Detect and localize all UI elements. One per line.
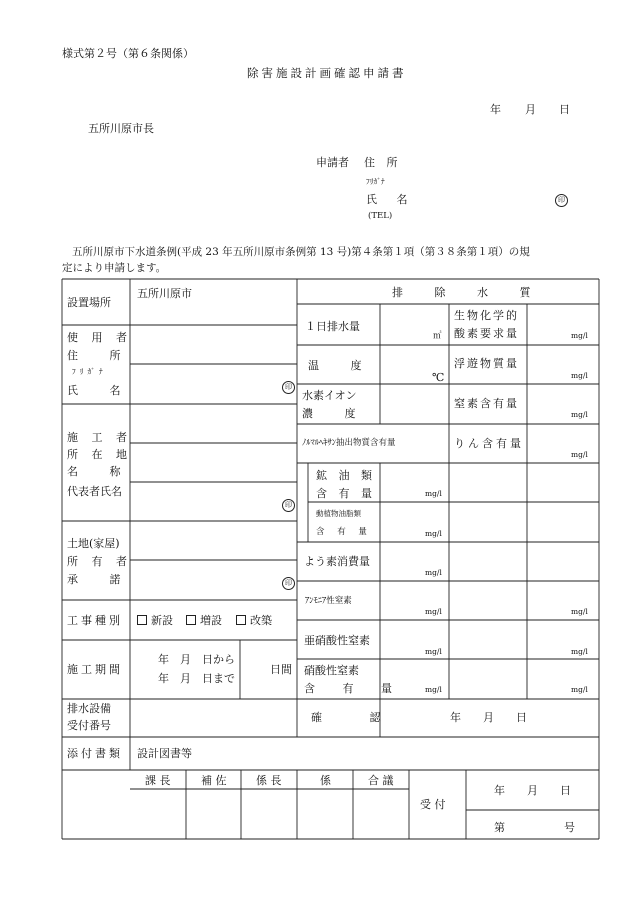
- bod-label-2: 酸素要求量: [454, 327, 519, 340]
- date-month-label: 月: [525, 103, 536, 116]
- animal-oil-label-2: 含 有 量: [316, 527, 372, 537]
- phosphorus-label: りん含有量: [454, 437, 524, 450]
- animal-oil-label-1: 動植物油脂類: [316, 509, 361, 518]
- date-day-label: 日: [559, 103, 570, 116]
- bod-label-1: 生物化学的: [454, 309, 519, 322]
- footer-col-chief: 係 長: [256, 774, 282, 787]
- confirm-date: 年 月 日: [450, 711, 527, 724]
- work-type-label: 工事種別: [67, 614, 123, 627]
- confirm-label: 確 認: [311, 711, 403, 724]
- footer-col-staff: 係: [320, 774, 331, 787]
- contractor-address-field[interactable]: [131, 405, 296, 442]
- work-modify-label: 改築: [250, 614, 272, 627]
- site-value[interactable]: 五所川原市: [137, 287, 192, 300]
- preamble-line-2: 定により申請します。: [62, 262, 167, 274]
- nitrogen-label: 窒素含有量: [454, 397, 519, 410]
- date-year-label: 年: [490, 103, 501, 116]
- owner-seal-icon: 印: [282, 576, 295, 590]
- work-type-add[interactable]: [186, 615, 222, 626]
- applicant-name-label: 氏 名: [366, 193, 416, 206]
- applicant-address-label: 住 所: [364, 156, 402, 169]
- applicant-tel-label: (TEL): [368, 211, 393, 221]
- phosphorus-unit: mg/l: [571, 450, 588, 459]
- contractor-rep-field[interactable]: [131, 483, 296, 520]
- temperature-label: 温 度: [308, 359, 376, 372]
- period-from[interactable]: 年 月 日から: [158, 653, 235, 666]
- work-new-label: 新設: [151, 614, 173, 627]
- addressee: 五所川原市長: [88, 122, 154, 135]
- site-label: 設置場所: [67, 296, 111, 309]
- preamble-line-1: 五所川原市下水道条例(平成 23 年五所川原市条例第 13 号)第４条第１項（第３８条第１項）の規: [72, 246, 530, 258]
- iodine-unit: mg/l: [425, 568, 442, 577]
- drain-label-1: 排水設備: [67, 702, 111, 715]
- temperature-unit: ℃: [432, 371, 445, 384]
- applicant-furigana-label: ﾌﾘｶﾞﾅ: [366, 177, 385, 186]
- user-address-field[interactable]: [131, 326, 296, 363]
- nitrogen-unit: mg/l: [571, 410, 588, 419]
- nitrate-label-1: 硝酸性窒素: [304, 664, 359, 677]
- work-add-label: 増設: [200, 614, 222, 627]
- work-type-new[interactable]: [137, 615, 173, 626]
- attachments-value: 設計図書等: [137, 747, 192, 760]
- owner-label-1: 土地(家屋): [67, 537, 120, 550]
- contractor-label-3: 名 称: [67, 465, 135, 478]
- ss-unit: mg/l: [571, 371, 588, 380]
- user-label-4: 氏 名: [67, 384, 135, 397]
- animal-oil-unit: mg/l: [425, 529, 442, 538]
- applicant-seal-icon: 印: [555, 193, 568, 207]
- contractor-company-field[interactable]: [131, 444, 296, 481]
- hexane-label: ﾉﾙﾏﾙﾍｷｻﾝ抽出物質含有量: [302, 438, 396, 448]
- right-unit-nitrite: mg/l: [571, 647, 588, 656]
- footer-col-deputy: 補 佐: [201, 774, 227, 787]
- receipt-number-prefix: 第: [494, 821, 505, 834]
- owner-label-3: 承 諾: [67, 573, 135, 586]
- mineral-oil-label-2: 含 有 量: [316, 487, 376, 500]
- checkbox-new[interactable]: [137, 615, 147, 625]
- drain-label-2: 受付番号: [67, 719, 111, 732]
- mineral-oil-label-1: 鉱 油 類: [316, 469, 376, 482]
- right-unit-ammonia: mg/l: [571, 607, 588, 616]
- nitrite-unit: mg/l: [425, 647, 442, 656]
- nitrate-label-2: 含 有 量: [304, 682, 404, 695]
- ammonia-unit: mg/l: [425, 607, 442, 616]
- user-seal-icon: 印: [282, 380, 295, 394]
- footer-col-manager: 課 長: [145, 774, 171, 787]
- bod-unit: mg/l: [571, 331, 588, 340]
- receipt-label: 受 付: [420, 798, 446, 811]
- user-name-field[interactable]: [131, 365, 296, 403]
- daily-volume-unit: ㎥: [433, 331, 442, 341]
- period-to[interactable]: 年 月 日まで: [158, 672, 235, 685]
- period-days-label: 日間: [270, 663, 292, 676]
- contractor-label-1: 施 工 者: [67, 431, 132, 444]
- contractor-label-2: 所 在 地: [67, 448, 132, 461]
- footer-col-consult: 合 議: [368, 774, 394, 787]
- ph-label-1: 水素イオン: [302, 389, 357, 402]
- contractor-label-4: 代表者氏名: [67, 485, 122, 498]
- ammonia-label: ｱﾝﾓﾆｱ性窒素: [305, 596, 352, 606]
- nitrite-label: 亜硝酸性窒素: [304, 634, 370, 647]
- applicant-label: 申請者: [316, 156, 349, 169]
- owner-address-field[interactable]: [131, 522, 296, 559]
- form-number: 様式第２号（第６条関係）: [62, 47, 194, 60]
- quality-header: 排 除 水 質: [392, 286, 545, 299]
- checkbox-modify[interactable]: [236, 615, 246, 625]
- right-unit-nitrate: mg/l: [571, 685, 588, 694]
- ss-label: 浮遊物質量: [454, 357, 519, 370]
- receipt-date: 年 月 日: [494, 784, 571, 797]
- daily-volume-label: １日排水量: [305, 320, 360, 333]
- checkbox-add[interactable]: [186, 615, 196, 625]
- owner-name-field[interactable]: [131, 561, 296, 599]
- receipt-number-suffix: 号: [564, 821, 575, 834]
- owner-label-2: 所 有 者: [67, 555, 132, 568]
- mineral-oil-unit: mg/l: [425, 489, 442, 498]
- nitrate-unit: mg/l: [425, 685, 442, 694]
- user-label-2: 住 所: [67, 349, 135, 362]
- contractor-seal-icon: 印: [282, 498, 295, 512]
- period-label: 施工期間: [67, 663, 123, 676]
- work-type-modify[interactable]: [236, 615, 272, 626]
- attachments-label: 添付書類: [67, 747, 123, 760]
- user-label-1: 使 用 者: [67, 331, 132, 344]
- ph-label-2: 濃 度: [302, 407, 370, 420]
- page-title: 除害施設計画確認申請書: [247, 66, 407, 80]
- iodine-label: よう素消費量: [304, 555, 370, 568]
- user-label-3: ﾌﾘｶﾞﾅ: [72, 367, 107, 376]
- drain-number-field[interactable]: [131, 700, 296, 736]
